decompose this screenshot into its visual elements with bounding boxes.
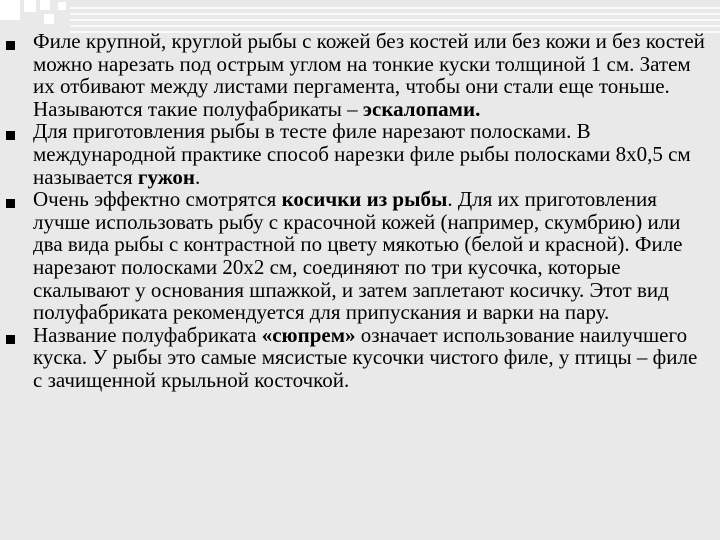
square-bullet-icon <box>6 41 15 50</box>
square-bullet-icon <box>6 335 15 344</box>
list-item <box>0 30 720 120</box>
square-bullet-icon <box>6 199 15 208</box>
list-item <box>0 324 720 392</box>
bullet-list <box>0 30 720 392</box>
list-item-text: Очень эффектно смотрятся косички из рыбы. Для их приготовления лучше использовать рыбу с красочной кожей (например, скумбрию) или два вида рыбы с контрастной по цвету мякотью (белой и красной). Филе нарезают полосками 20х2 см, соединяют по три кусочка, которые скалывают у основания шпажкой, и затем заплетают косичку. Этот вид полуфабриката рекомендуется для припускания и варки на пару. <box>33 187 683 325</box>
list-item <box>0 120 720 188</box>
list-item-text: Название полуфабриката «сюпрем» означает использование наилучшего куска. У рыбы это самые мясистые кусочки чистого филе, у птицы – филе с зачищенной крыльной косточкой. <box>33 322 698 392</box>
square-bullet-icon <box>6 131 15 140</box>
list-item <box>0 188 720 324</box>
list-item-text: Для приготовления рыбы в тесте филе нарезают полосками. В международной практике способ нарезки филе рыбы полосками 8х0,5 см называется гужон. <box>33 119 691 189</box>
list-item-text: Филе крупной, круглой рыбы с кожей без костей или без кожи и без костей можно нарезать под острым углом на тонкие куски толщиной 1 см. Затем их отбивают между листами пергамента, чтобы они стали еще тоньше. Называются такие полуфабрикаты – эскалопами. <box>33 29 705 121</box>
